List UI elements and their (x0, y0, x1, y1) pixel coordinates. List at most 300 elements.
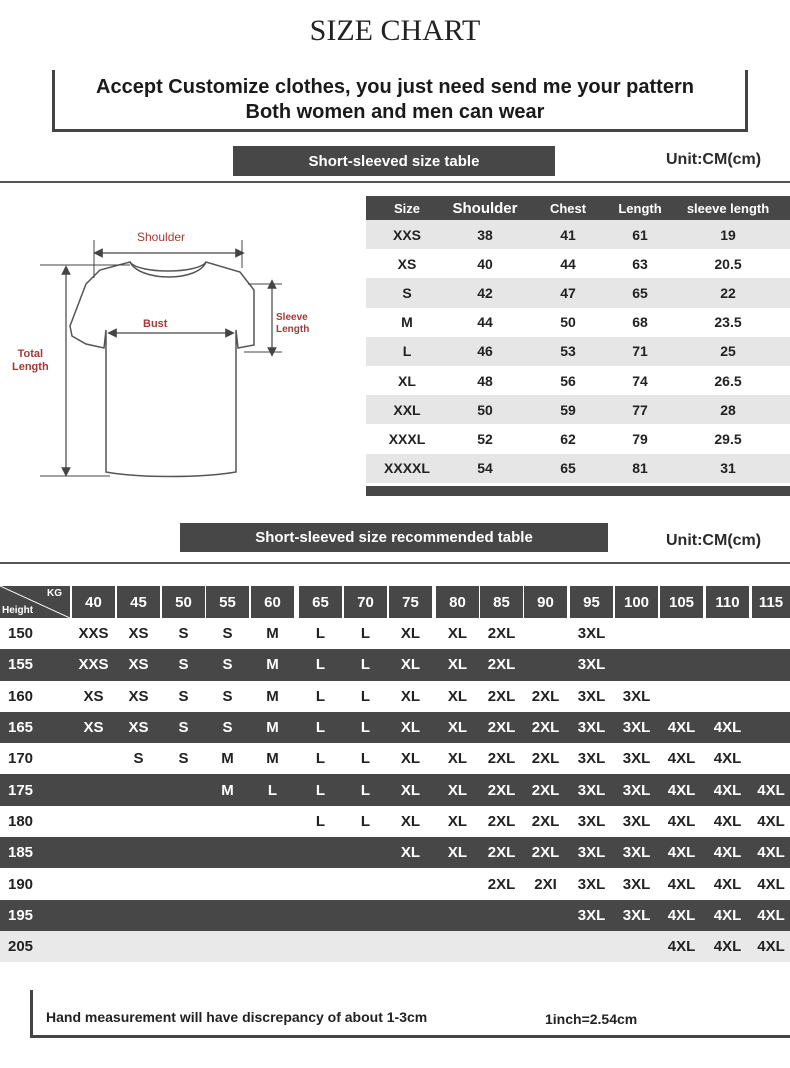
recommended-size: 3XL (622, 844, 651, 862)
recommended-size (162, 931, 205, 962)
weight-header: 60 (251, 586, 294, 618)
recommended-size: S (178, 656, 189, 674)
cell-shoulder: 42 (477, 284, 493, 301)
recommended-size (117, 900, 160, 931)
rec-table-banner: Short-sleeved size recommended table (180, 523, 608, 552)
recommended-size: XL (400, 750, 421, 768)
recommended-size: S (222, 625, 233, 643)
recommended-size: 2XL (487, 781, 516, 799)
recommended-size: 2XL (531, 812, 560, 830)
cell-chest: 53 (560, 343, 576, 360)
size-table-banner: Short-sleeved size table (233, 146, 555, 176)
recommended-size: S (222, 687, 233, 705)
recommended-size: 4XL (757, 906, 785, 924)
recommended-size (480, 931, 523, 962)
rec-corner-cell (0, 586, 70, 618)
weight-header: 80 (436, 586, 479, 618)
recommended-size: 3XL (622, 750, 651, 768)
recommended-size: 4XL (713, 875, 742, 893)
recommended-size: XS (128, 625, 149, 643)
sleeve-length-label (276, 312, 309, 336)
recommended-size: XL (400, 812, 421, 830)
cell-sleeve-length: 31 (720, 460, 736, 477)
total-length-label (12, 348, 49, 374)
cell-length: 63 (632, 255, 648, 272)
cell-length: 68 (632, 314, 648, 331)
recommended-size: 4XL (667, 906, 696, 924)
shoulder-label: Shoulder (137, 230, 186, 244)
recommended-size: 3XL (622, 687, 651, 705)
recommended-size: L (315, 812, 326, 830)
recommended-size (251, 931, 294, 962)
recommended-size: 2XL (531, 719, 560, 737)
cell-sleeve-length: 29.5 (714, 430, 742, 447)
height-value: 160 (8, 687, 34, 705)
recommended-size (206, 837, 249, 868)
recommended-size (206, 900, 249, 931)
cell-shoulder: 48 (477, 372, 493, 389)
recommended-size (72, 774, 115, 805)
recommended-size: XS (83, 687, 104, 705)
divider (0, 181, 790, 183)
recommended-size (706, 649, 749, 680)
recommended-size: S (222, 719, 233, 737)
accept-line-1: Accept Customize clothes, you just need send me your pattern (96, 76, 694, 98)
cell-length: 65 (632, 284, 648, 301)
height-value: 175 (8, 781, 34, 799)
recommended-size (524, 900, 567, 931)
recommended-size (162, 837, 205, 868)
recommended-size: L (360, 687, 371, 705)
table-row (366, 424, 790, 453)
recommended-size (117, 868, 160, 899)
recommended-size: L (315, 750, 326, 768)
recommended-size: 2XL (487, 875, 516, 893)
cell-shoulder: 54 (477, 460, 493, 477)
recommended-size: 4XL (667, 938, 696, 956)
recommended-size: XS (128, 719, 149, 737)
recommended-size (524, 618, 567, 649)
recommended-size: M (266, 687, 279, 705)
recommended-size (117, 774, 160, 805)
sleeve-label-line1: Sleeve (276, 312, 308, 323)
header-chest: Chest (549, 200, 587, 216)
total-label-line2: Length (12, 361, 49, 373)
recommended-size: S (178, 719, 189, 737)
header-sleeve-length: sleeve length (686, 200, 770, 216)
weight-header: 45 (117, 586, 160, 618)
recommended-size: L (360, 812, 371, 830)
table-row (366, 249, 790, 278)
cell-size: XXXXL (384, 460, 430, 477)
cell-sleeve-length: 25 (720, 343, 736, 360)
recommended-size (299, 868, 342, 899)
cell-length: 71 (632, 343, 648, 360)
recommended-size (752, 743, 790, 774)
cell-sleeve-length: 22 (720, 284, 736, 301)
recommended-size: XL (400, 625, 421, 643)
recommended-size: 2XL (487, 750, 516, 768)
recommended-size: XXS (78, 625, 109, 643)
cell-shoulder: 38 (477, 226, 493, 243)
recommended-size: 4XL (667, 844, 696, 862)
cell-sleeve-length: 19 (720, 226, 736, 243)
recommended-size (389, 868, 432, 899)
recommended-size (660, 681, 703, 712)
recommended-size (72, 743, 115, 774)
recommended-size: 3XL (622, 781, 651, 799)
weight-header: 110 (706, 586, 749, 618)
recommended-size (706, 618, 749, 649)
recommended-size: 4XL (667, 812, 696, 830)
recommended-size: L (315, 719, 326, 737)
recommended-size (117, 806, 160, 837)
cell-length: 74 (632, 372, 648, 389)
recommended-size (752, 649, 790, 680)
recommended-size: S (178, 625, 189, 643)
weight-header: 100 (615, 586, 658, 618)
cell-size: XXXL (388, 430, 426, 447)
recommended-size: 2XL (487, 719, 516, 737)
recommended-size: M (221, 781, 234, 799)
recommended-size (162, 774, 205, 805)
recommended-size (344, 900, 387, 931)
table-row (366, 278, 790, 307)
recommended-size: 4XL (757, 844, 785, 862)
recommended-size: 3XL (577, 687, 606, 705)
recommended-size (72, 806, 115, 837)
recommended-size: 4XL (713, 906, 742, 924)
divider (0, 562, 790, 564)
recommended-size: 2XL (487, 812, 516, 830)
header-shoulder: Shoulder (452, 199, 518, 217)
recommended-size: 3XL (577, 781, 606, 799)
recommended-size: L (360, 719, 371, 737)
recommended-size (706, 681, 749, 712)
table-row (366, 308, 790, 337)
recommended-size: L (315, 656, 326, 674)
recommended-size: M (266, 625, 279, 643)
recommended-size: L (360, 625, 371, 643)
recommended-size (436, 900, 479, 931)
cell-chest: 65 (560, 460, 576, 477)
recommended-size (480, 900, 523, 931)
recommended-size: 3XL (577, 844, 606, 862)
recommended-size: 4XL (667, 750, 696, 768)
recommended-size (615, 649, 658, 680)
table-row (0, 649, 790, 680)
cell-sleeve-length: 26.5 (714, 372, 742, 389)
recommended-size: 2XL (487, 844, 516, 862)
recommended-size: XL (447, 687, 468, 705)
cell-chest: 59 (560, 401, 576, 418)
recommended-size: L (360, 656, 371, 674)
recommended-size: XL (447, 844, 468, 862)
recommended-size: 3XL (577, 812, 606, 830)
recommended-size: 3XL (622, 906, 651, 924)
recommended-size: 3XL (577, 906, 606, 924)
recommended-size (299, 837, 342, 868)
cell-shoulder: 52 (477, 430, 493, 447)
table-row (0, 743, 790, 774)
table-row (366, 454, 790, 483)
height-value: 170 (8, 750, 34, 768)
cell-sleeve-length: 20.5 (714, 255, 742, 272)
recommended-size: 4XL (757, 875, 785, 893)
table-row (0, 806, 790, 837)
table-row (0, 837, 790, 868)
recommended-size (251, 806, 294, 837)
recommended-size (436, 931, 479, 962)
recommended-size: 2XL (487, 687, 516, 705)
table-row (366, 337, 790, 366)
kg-label: KG (47, 588, 62, 599)
height-value: 205 (8, 938, 34, 956)
header-length: Length (618, 200, 662, 216)
recommended-size (524, 649, 567, 680)
recommended-size: XL (447, 656, 468, 674)
recommended-size: 4XL (667, 781, 696, 799)
recommended-size (72, 931, 115, 962)
recommended-size: S (133, 750, 144, 768)
recommended-size (752, 712, 790, 743)
size-table-footer (366, 486, 790, 496)
sleeve-label-line2: Length (276, 324, 310, 335)
recommended-size: XL (447, 781, 468, 799)
recommended-size: 3XL (622, 812, 651, 830)
cell-sleeve-length: 28 (720, 401, 736, 418)
recommended-size (72, 837, 115, 868)
cell-shoulder: 50 (477, 401, 493, 418)
recommended-size: 2XL (487, 656, 516, 674)
recommended-size: L (315, 625, 326, 643)
recommended-table (0, 586, 790, 962)
recommended-size: XL (400, 781, 421, 799)
recommended-size: 4XL (713, 781, 742, 799)
recommended-size: 3XL (622, 875, 651, 893)
height-value: 180 (8, 812, 34, 830)
recommended-size: 3XL (577, 656, 606, 674)
recommended-size: XXS (78, 656, 109, 674)
cell-size: XL (398, 372, 416, 389)
discrepancy-note: Hand measurement will have discrepancy of about 1-3cm (46, 1009, 428, 1025)
recommended-size: M (266, 750, 279, 768)
weight-header: 75 (389, 586, 432, 618)
recommended-size: 4XL (713, 719, 742, 737)
recommended-size (524, 931, 567, 962)
height-value: 195 (8, 906, 34, 924)
recommended-size: 4XL (757, 781, 785, 799)
cell-sleeve-length: 23.5 (714, 314, 742, 331)
recommended-size (615, 931, 658, 962)
recommended-size: XL (447, 750, 468, 768)
size-table-header (366, 196, 790, 220)
recommended-size: L (315, 781, 326, 799)
recommended-size: M (266, 656, 279, 674)
recommended-size (206, 806, 249, 837)
table-row (0, 712, 790, 743)
recommended-size (251, 868, 294, 899)
cell-size: XS (397, 255, 417, 272)
recommended-size (660, 618, 703, 649)
recommended-size (206, 868, 249, 899)
recommended-size: L (315, 687, 326, 705)
table-row (0, 618, 790, 649)
recommended-size (344, 931, 387, 962)
weight-header: 90 (524, 586, 567, 618)
weight-header: 85 (480, 586, 523, 618)
table-row (0, 681, 790, 712)
recommended-size: XS (83, 719, 104, 737)
weight-header: 115 (752, 586, 790, 618)
page-title: SIZE CHART (309, 14, 481, 47)
recommended-size (72, 900, 115, 931)
tshirt-diagram (0, 220, 340, 490)
recommended-size: XL (447, 812, 468, 830)
cell-shoulder: 44 (477, 314, 493, 331)
height-label: Height (2, 605, 34, 616)
recommended-size: 4XL (713, 812, 742, 830)
cell-size: S (402, 284, 412, 301)
recommended-size (299, 900, 342, 931)
height-value: 165 (8, 719, 34, 737)
recommended-size: 4XL (757, 812, 785, 830)
height-value: 185 (8, 844, 34, 862)
cell-chest: 62 (560, 430, 576, 447)
cell-length: 61 (632, 226, 648, 243)
cell-length: 81 (632, 460, 648, 477)
rec-table-body (0, 618, 790, 962)
recommended-size: 3XL (577, 625, 606, 643)
weight-header: 50 (162, 586, 205, 618)
weight-header: 55 (206, 586, 249, 618)
recommended-size (206, 931, 249, 962)
recommended-size: 2XL (531, 687, 560, 705)
cell-chest: 41 (560, 226, 576, 243)
size-table (366, 196, 790, 496)
recommended-size: 2XL (531, 844, 560, 862)
recommended-size (389, 931, 432, 962)
header-size: Size (393, 200, 420, 216)
cell-size: XXL (393, 401, 421, 418)
recommended-size (251, 900, 294, 931)
recommended-size: 4XL (757, 938, 785, 956)
cell-length: 79 (632, 430, 648, 447)
table-row (0, 774, 790, 805)
recommended-size: 4XL (667, 719, 696, 737)
recommended-size (660, 649, 703, 680)
recommended-size: XS (128, 656, 149, 674)
recommended-size: M (266, 719, 279, 737)
accept-line-2: Both women and men can wear (245, 101, 545, 123)
cell-size: L (402, 343, 412, 360)
recommended-size: S (178, 687, 189, 705)
cell-length: 77 (632, 401, 648, 418)
recommended-size: 3XL (577, 719, 606, 737)
recommended-size: 4XL (713, 750, 742, 768)
conversion-note: 1inch=2.54cm (545, 1011, 638, 1027)
recommended-size (117, 837, 160, 868)
recommended-size (752, 681, 790, 712)
height-value: 150 (8, 625, 34, 643)
recommended-size (344, 837, 387, 868)
recommended-size: 2XL (531, 781, 560, 799)
total-label-line1: Total (17, 348, 44, 360)
weight-header: 65 (299, 586, 342, 618)
cell-chest: 50 (560, 314, 576, 331)
recommended-size: XL (447, 625, 468, 643)
rec-table-unit: Unit:CM(cm) (666, 532, 762, 549)
recommended-size: XL (400, 719, 421, 737)
table-row (0, 868, 790, 899)
recommended-size: XL (447, 719, 468, 737)
recommended-size (72, 868, 115, 899)
rec-table-header (0, 586, 790, 618)
recommended-size: 3XL (577, 875, 606, 893)
recommended-size: 2XL (531, 750, 560, 768)
recommended-size: L (360, 750, 371, 768)
recommended-size (162, 868, 205, 899)
size-table-body (366, 220, 790, 483)
recommended-size (162, 900, 205, 931)
recommended-size (299, 931, 342, 962)
table-row (0, 931, 790, 962)
cell-shoulder: 40 (477, 255, 493, 272)
weight-header: 105 (660, 586, 703, 618)
recommended-size: XL (400, 844, 421, 862)
recommended-size (344, 868, 387, 899)
tshirt-collar (130, 262, 206, 271)
cell-chest: 56 (560, 372, 576, 389)
cell-chest: 44 (560, 255, 576, 272)
table-row (0, 900, 790, 931)
weight-header: 40 (72, 586, 115, 618)
recommended-size: XL (400, 687, 421, 705)
weight-header: 95 (570, 586, 613, 618)
cell-size: M (401, 314, 413, 331)
recommended-size (436, 868, 479, 899)
recommended-size: 4XL (713, 938, 742, 956)
recommended-size (389, 900, 432, 931)
size-table-unit: Unit:CM(cm) (666, 151, 762, 168)
table-row (366, 220, 790, 249)
recommended-size (251, 837, 294, 868)
recommended-size (752, 618, 790, 649)
height-value: 190 (8, 875, 34, 893)
height-value: 155 (8, 656, 34, 674)
table-row (366, 395, 790, 424)
cell-size: XXS (392, 226, 421, 243)
recommended-size: M (221, 750, 234, 768)
cell-shoulder: 46 (477, 343, 493, 360)
weight-header: 70 (344, 586, 387, 618)
cell-chest: 47 (560, 284, 576, 301)
recommended-size: 2XL (487, 625, 516, 643)
recommended-size: 3XL (622, 719, 651, 737)
recommended-size: 4XL (667, 875, 696, 893)
bust-label: Bust (143, 318, 168, 330)
tshirt-outline (70, 262, 254, 477)
recommended-size: XL (400, 656, 421, 674)
recommended-size (117, 931, 160, 962)
recommended-size: L (267, 781, 278, 799)
recommended-size (162, 806, 205, 837)
recommended-size: L (360, 781, 371, 799)
recommended-size: 3XL (577, 750, 606, 768)
table-row (366, 366, 790, 395)
recommended-size: 2XI (534, 875, 557, 893)
recommended-size: S (178, 750, 189, 768)
